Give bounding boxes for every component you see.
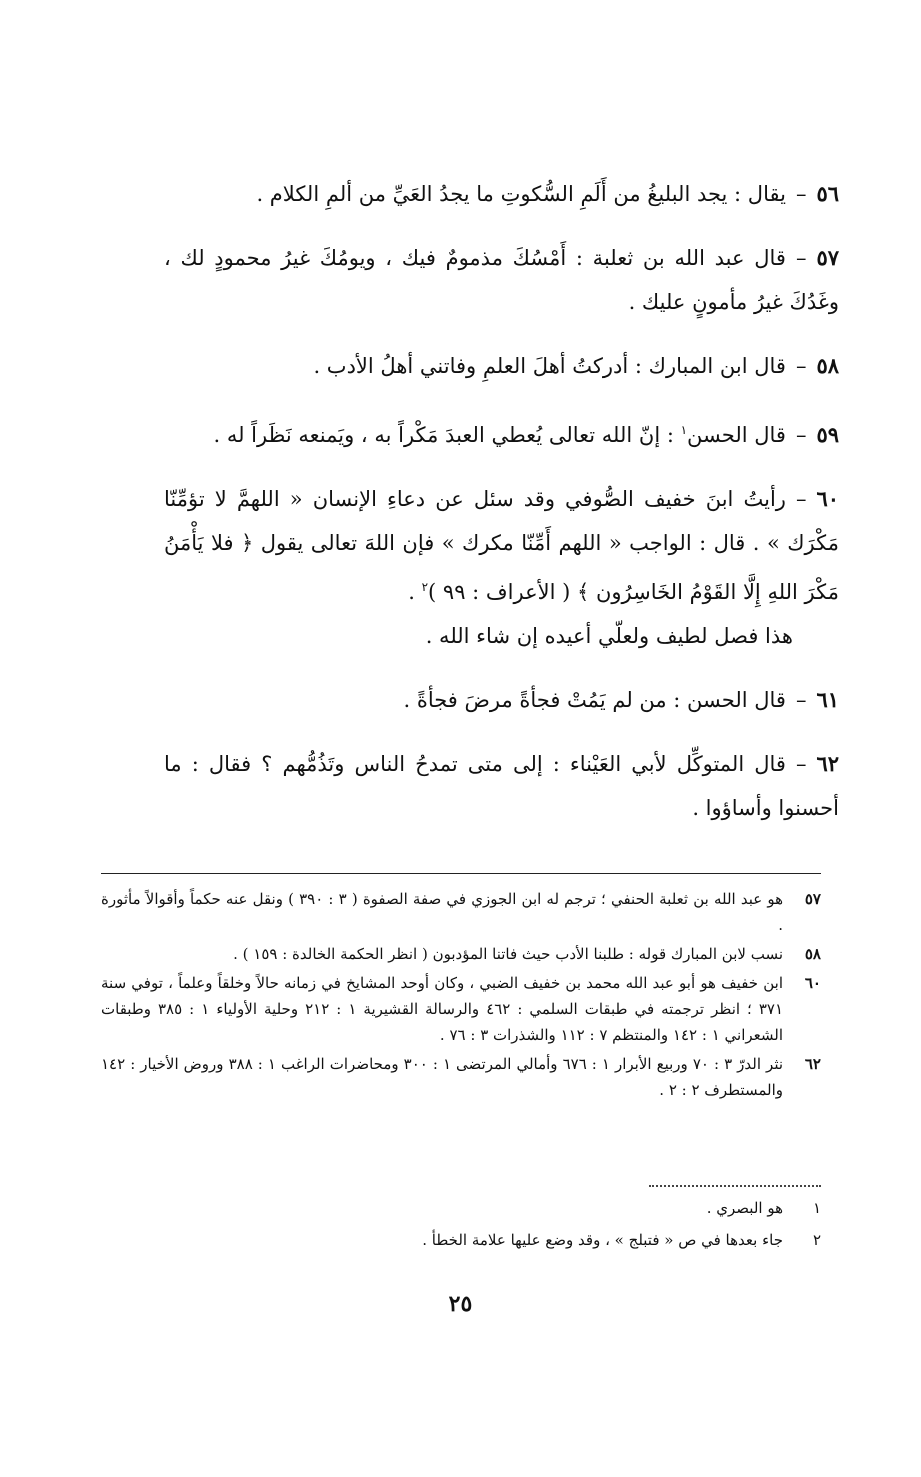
main-text bbox=[164, 172, 839, 850]
footnotes bbox=[101, 1195, 821, 1259]
entry-62 bbox=[164, 742, 839, 830]
entry-text: قال الحسن : من لم يَمُتْ فجأةً مرضَ فجأةً . bbox=[403, 688, 786, 712]
notes-divider bbox=[101, 873, 821, 874]
entry-58 bbox=[164, 344, 839, 388]
entry-60 bbox=[164, 477, 839, 614]
entry-number: ٥٦ bbox=[816, 181, 839, 206]
entry-number: ٦٢ bbox=[816, 751, 839, 776]
entry-text: قال ابن المبارك : أدركتُ أهلَ العلمِ وفاتني أهلُ الأدب . bbox=[313, 354, 786, 378]
footnotes-divider bbox=[649, 1185, 821, 1187]
entry-56 bbox=[164, 172, 839, 216]
note-57 bbox=[101, 886, 821, 938]
entry-number: ٥٨ bbox=[816, 353, 839, 378]
footnote-1 bbox=[101, 1195, 821, 1221]
entry-60-remark: هذا فصل لطيف ولعلّي أعيده إن شاء الله . bbox=[425, 624, 793, 648]
page-number: ٢٥ bbox=[448, 1291, 473, 1317]
footnote-text: جاء بعدها في ص « فتبلج » ، وقد وضع عليها علامة الخطأ . bbox=[422, 1231, 783, 1249]
entry-59 bbox=[164, 408, 839, 457]
commentary-notes bbox=[101, 886, 821, 1106]
note-text: ابن خفيف هو أبو عبد الله محمد بن خفيف الضبي ، وكان أوحد المشايخ في زمانه حالاً وخلقاً وعلماً ، توفي سنة ٣٧١ ؛ انظر ترجمته في طبقات السلمي : ٤٦٢ والرسالة القشيرية ١ : ٢١٢ وحلية الأولياء ١ : ٣٨٥ وطبقات الشعراني ١ : ١٤٢ والمنتظم ٧ : ١١٢ والشذرات ٣ : ٧٦ . bbox=[101, 974, 784, 1044]
entry-dash: – bbox=[795, 246, 807, 270]
entry-dash: – bbox=[795, 354, 807, 378]
entry-number: ٥٩ bbox=[816, 422, 839, 447]
footnote-number: ١ bbox=[812, 1199, 821, 1217]
entry-dash: – bbox=[795, 688, 807, 712]
note-number: ٥٧ bbox=[804, 890, 821, 908]
footnote-marker: ١ bbox=[680, 423, 688, 437]
note-number: ٦٢ bbox=[804, 1055, 821, 1073]
note-60 bbox=[101, 970, 821, 1048]
note-62 bbox=[101, 1051, 821, 1103]
note-text: نثر الدرّ ٣ : ٧٠ وربيع الأبرار ١ : ٦٧٦ وأمالي المرتضى ١ : ٣٠٠ ومحاضرات الراغب ١ : ٣٨٨ وروض الأخيار : ١٤٢ والمستطرف ٢ : ٢ . bbox=[101, 1055, 784, 1099]
footnote-number: ٢ bbox=[812, 1231, 821, 1249]
note-58 bbox=[101, 941, 821, 967]
note-number: ٥٨ bbox=[804, 945, 821, 963]
entry-dash: – bbox=[795, 182, 807, 206]
entry-text-continued: : إنّ الله تعالى يُعطي العبدَ مَكْراً به ، ويَمنعه نَظَراً له . bbox=[213, 423, 681, 447]
entry-text: رأيتُ ابنَ خفيف الصُّوفي وقد سئل عن دعاءِ الإنسان « اللهمَّ لا تؤمِّنّا مَكْرَك » . قال : الواجب « اللهم أَمِّنّا مكرك » فإن اللهَ تعالى يقول ﴿ فلا يَأْمَنُ مَكْرَ اللهِ إِلَّا القَوْمُ الخَاسِرُون ﴾ ( الأعراف : ٩٩ ) bbox=[164, 487, 839, 604]
entry-57 bbox=[164, 236, 839, 324]
note-text: نسب لابن المبارك قوله : طلبنا الأدب حيث فاتنا المؤدبون ( انظر الحكمة الخالدة : ١٥٩ ) . bbox=[233, 945, 783, 963]
entry-text-continued: . bbox=[408, 580, 422, 604]
entry-dash: – bbox=[795, 752, 807, 776]
entry-number: ٥٧ bbox=[816, 245, 839, 270]
entry-text: قال عبد الله بن ثعلبة : أَمْسُكَ مذمومٌ فيك ، ويومُكَ غيرُ محمودٍ لك ، وغَدُكَ غيرُ مأمونٍ عليك . bbox=[164, 246, 839, 314]
entry-number: ٦١ bbox=[816, 687, 839, 712]
footnote-marker: ٢ bbox=[421, 580, 429, 594]
entry-text: قال المتوكِّل لأبي العَيْناء : إلى متى تمدحُ الناس وتَذُمُّهم ؟ فقال : ما أحسنوا وأساؤوا . bbox=[164, 752, 839, 820]
entry-text: قال الحسن bbox=[687, 423, 786, 447]
footnote-text: هو البصري . bbox=[706, 1199, 783, 1217]
footnote-2 bbox=[101, 1227, 821, 1253]
entry-61 bbox=[164, 678, 839, 722]
note-text: هو عبد الله بن ثعلبة الحنفي ؛ ترجم له ابن الجوزي في صفة الصفوة ( ٣ : ٣٩٠ ) ونقل عنه حكماً وأقوالاً مأثورة . bbox=[101, 890, 784, 934]
entry-text: يقال : يجد البليغُ من أَلَمِ السُّكوتِ ما يجدُ العَيِّ من ألمِ الكلام . bbox=[256, 182, 786, 206]
entry-dash: – bbox=[795, 423, 807, 447]
entry-number: ٦٠ bbox=[816, 486, 839, 511]
note-number: ٦٠ bbox=[804, 974, 821, 992]
entry-dash: – bbox=[795, 487, 807, 511]
